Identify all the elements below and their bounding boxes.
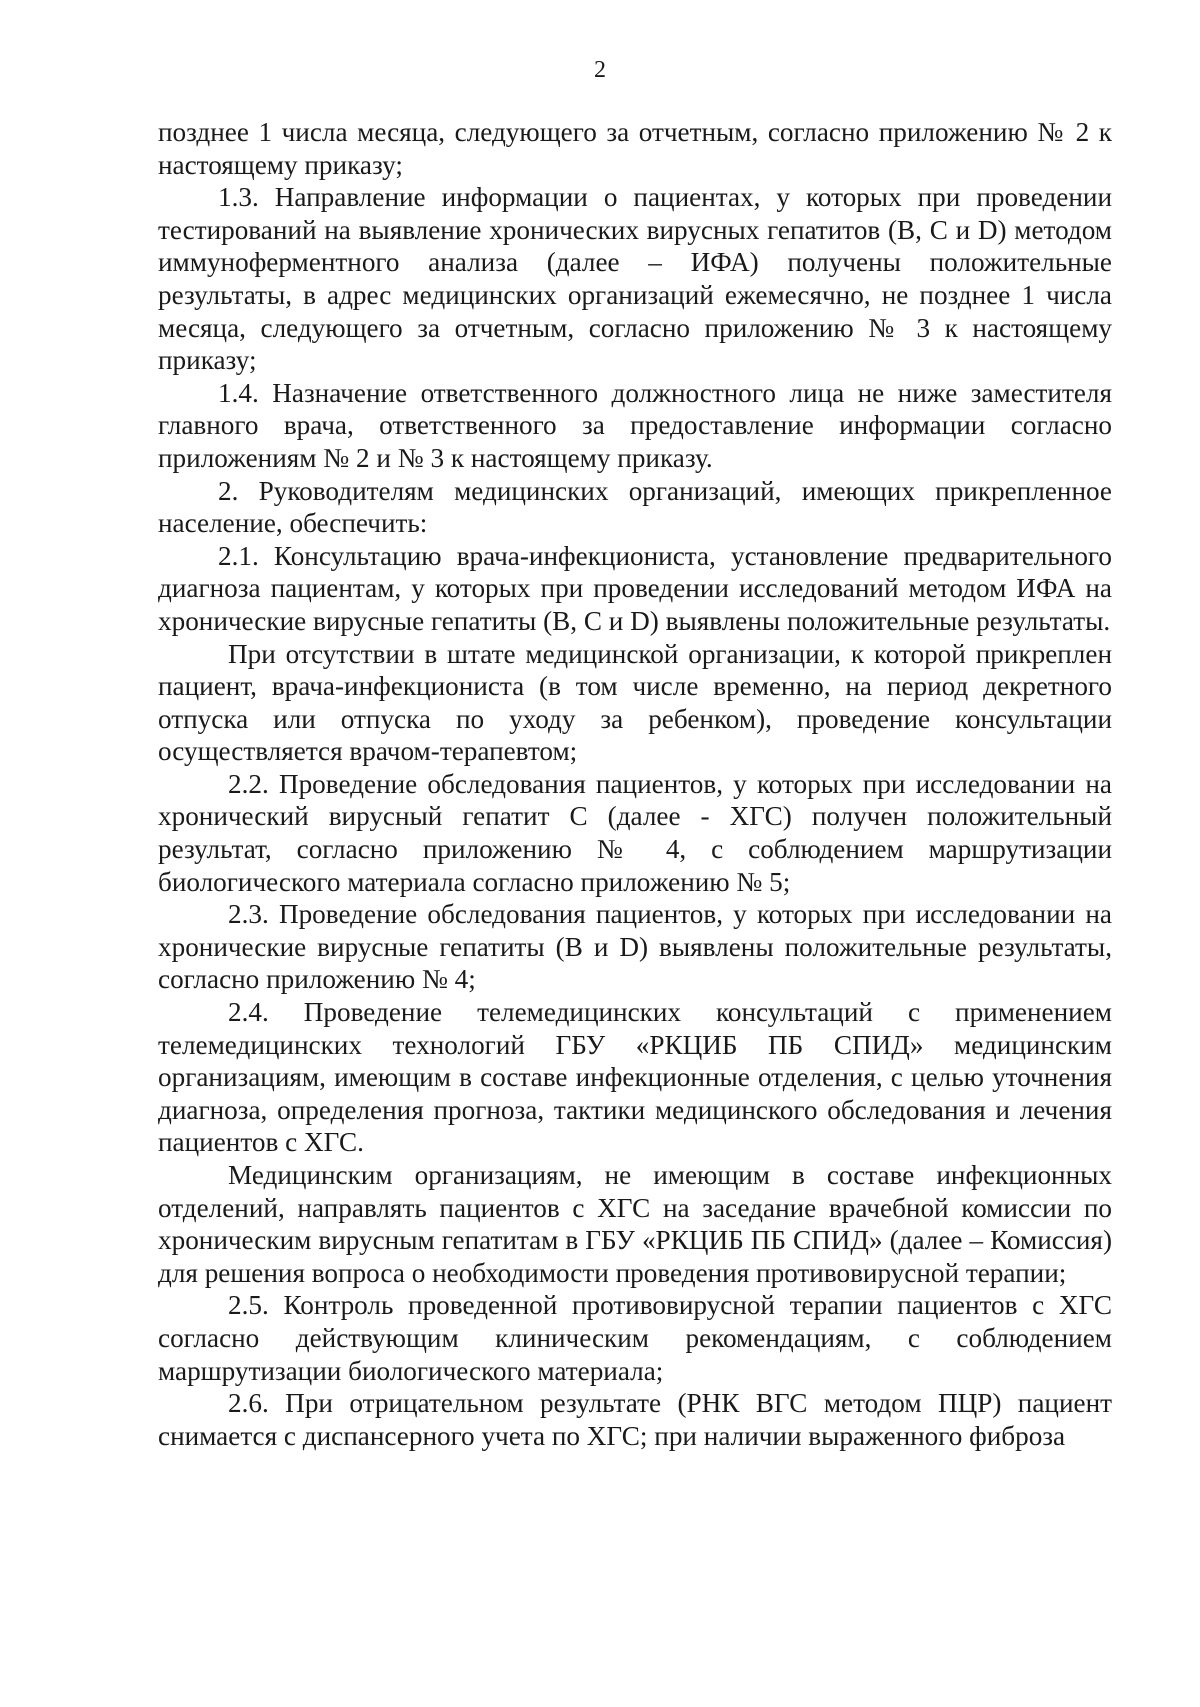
paragraph-2-6: 2.6. При отрицательном результате (РНК ВГС методом ПЦР) пациент снимается с диспансерного учета по ХГС; при наличии выраженного фиброза [158,1388,1112,1451]
paragraph-2-5: 2.5. Контроль проведенной противовирусной терапии пациентов с ХГС согласно действующим клиническим рекомендациям, с соблюдением маршрутизации биологического материала; [158,1290,1112,1386]
paragraph-2: 2. Руководителям медицинских организаций, имеющих прикрепленное население, обеспечить: [158,475,1112,539]
page-number: 2 [594,57,606,83]
paragraph-2-2: 2.2. Проведение обследования пациентов, у которых при исследовании на хронический вирусный гепатит С (далее - ХГС) получен положительный результат, согласно приложению № 4, с соблюдением маршрутизации биологического материала согласно приложению № 5; [158,768,1112,897]
paragraph-2-1-note: При отсутствии в штате медицинской организации, к которой прикреплен пациент, врача-инфекциониста (в том числе временно, на период декретного отпуска или отпуска по уходу за ребенком), проведение консультации осуществляется врачом-терапевтом; [158,638,1112,767]
paragraph-2-1: 2.1. Консультацию врача-инфекциониста, установление предварительного диагноза пациентам, у которых при проведении исследований методом ИФА на хронические вирусные гепатиты (В, С и D) выявлены положительные результаты. [158,540,1112,636]
paragraph-1-3: 1.3. Направление информации о пациентах, у которых при проведении тестирований на выявление хронических вирусных гепатитов (В, С и D) методом иммуноферментного анализа (далее – ИФА) получены положительные результаты, в адрес медицинских организаций ежемесячно, не позднее 1 числа месяца, следующего за отчетным, согласно приложению № 3 к настоящему приказу; [158,182,1112,376]
paragraph-1-4: 1.4. Назначение ответственного должностного лица не ниже заместителя главного врача, ответственного за предоставление информации согласно приложениям № 2 и № 3 к настоящему приказу. [158,377,1112,473]
paragraph-2-4-note: Медицинским организациям, не имеющим в составе инфекционных отделений, направлять пациентов с ХГС на заседание врачебной комиссии по хроническим вирусным гепатитам в ГБУ «РКЦИБ ПБ СПИД» (далее – Комиссия) для решения вопроса о необходимости проведения противовирусной терапии; [158,1160,1112,1288]
document-body [158,116,1112,1452]
paragraph-2-4: 2.4. Проведение телемедицинских консультаций с применением телемедицинских технологий ГБУ «РКЦИБ ПБ СПИД» медицинским организациям, имеющим в составе инфекционные отделения, с целью уточнения диагноза, определения прогноза, тактики медицинского обследования и лечения пациентов с ХГС. [158,997,1112,1158]
paragraph-continuation: позднее 1 числа месяца, следующего за отчетным, согласно приложению № 2 к настоящему приказу; [158,117,1112,180]
paragraph-2-3: 2.3. Проведение обследования пациентов, у которых при исследовании на хронические вирусные гепатиты (В и D) выявлены положительные результаты, согласно приложению № 4; [158,899,1112,995]
